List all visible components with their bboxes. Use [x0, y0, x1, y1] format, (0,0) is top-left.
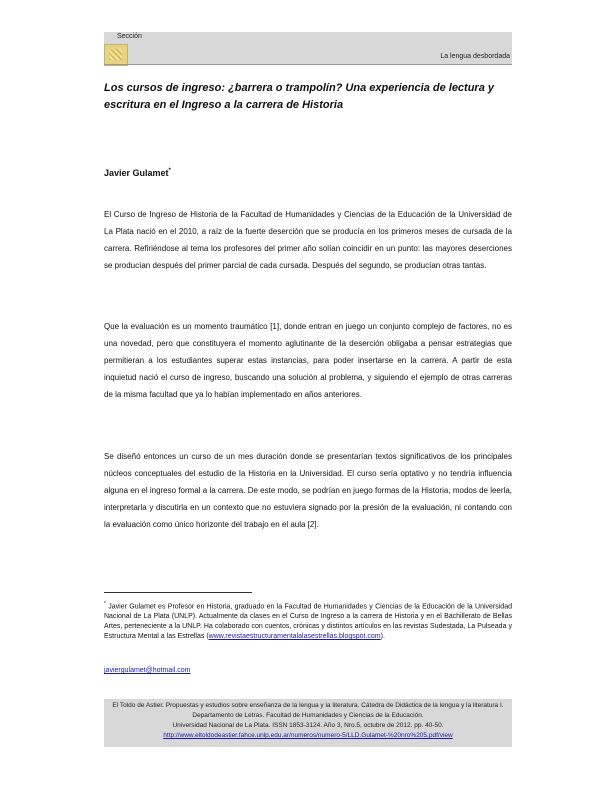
section-label: Sección [117, 33, 142, 40]
series-label: La lengua desbordada [440, 53, 510, 60]
footer-url-link[interactable]: http://www.eltoldodeastier.fahce.unlp.edu.ar/numeros/numero-5/LLD.Gulamet-%20nro%205.pdf/view [163, 732, 453, 739]
footer-citation-line-2: Universidad Nacional de La Plata. ISSN 1853-3124. Año 3, Nro.5, octubre de 2012. pp. 40-50. [172, 722, 444, 729]
footnote-mark: * [104, 601, 106, 607]
body-paragraph-3: Se diseñó entonces un curso de un mes duración donde se presentarían textos significativos de los principales núcleos conceptuales del estudio de la Historia en la Universidad. El curso sería optativo y no tendría influencia alguna en el ingreso formal a la carrera. De este modo, se podrían en juego formas de la Historia, modos de leerla, interpretarla y discutirla en un contexto que no estuviera signado por la presión de la evaluación, ni contando con la evaluación como único horizonte del trabajo en el aula [2]. [104, 452, 512, 529]
footnote-divider [104, 592, 252, 593]
author-email-link[interactable]: javiergulamet@hotmail.com [104, 667, 191, 674]
author-footnote-mark: * [168, 168, 171, 174]
journal-logo-icon [104, 44, 128, 66]
footnote-text-end: ). [380, 633, 385, 641]
author-name [104, 168, 171, 178]
author-name-text: Javier Gulamet [104, 168, 169, 178]
footer-citation-line-1: El Toldo de Astier. Propuestas y estudios sobre enseñanza de la lengua y la literatura. Cátedra de Didáctica de la lengua y la literatura I. Departamento de Letras. Facultad de Humanidades y Ciencias de la Educación. [112, 702, 504, 719]
magazine-link[interactable]: www.revistaestructuramentalalasestrellas.blogspot.com [208, 633, 381, 641]
body-paragraph-2: Que la evaluación es un momento traumático [1], donde entran en juego un conjunto complejo de factores, no es una novedad, pero que constituyera el momento aglutinante de la deserción obligaba a pensar estrategias que permitieran a los estudiantes superar estas instancias, para poder insertarse en la carrera. A partir de esta inquietud nació el curso de ingreso, buscando una solución al problema, y siguiendo el ejemplo de otras carreras de la misma facultad que ya lo habían implementado en años anteriores. [104, 322, 512, 399]
author-footnote [104, 599, 512, 642]
footnote-text: Javier Gulamet es Profesor en Historia, graduado en la Facultad de Humanidades y Ciencias de la Educación de la Universidad Nacional de La Plata (UNLP). Actualmente da clases en el Curso de Ingreso a la carrera de Historia y en el Bachillerato de Bellas Artes, perteneciente a la UNLP. Ha colaborado con cuentos, crónicas y distintos artículos en las revistas Sudestada, La Pulseada y Estructura Mental a las Estrellas ( [104, 603, 512, 641]
journal-footer [104, 699, 512, 747]
header-divider [104, 64, 512, 65]
article-title: Los cursos de ingreso: ¿barrera o trampolín? Una experiencia de lectura y escritura en el Ingreso a la carrera de Historia [104, 82, 495, 111]
body-paragraph-1: El Curso de Ingreso de Historia de la Facultad de Humanidades y Ciencias de la Educación de la Universidad de La Plata nació en el 2010, a raíz de la fuerte deserción que se producía en los primeros meses de cursada de la carrera. Refiriéndose al tema los profesores del primer año solían coincidir en un punto: las mayores deserciones se producían después del primer parcial de cada cursada. Después del segundo, se producían otras tantas. [104, 210, 512, 270]
